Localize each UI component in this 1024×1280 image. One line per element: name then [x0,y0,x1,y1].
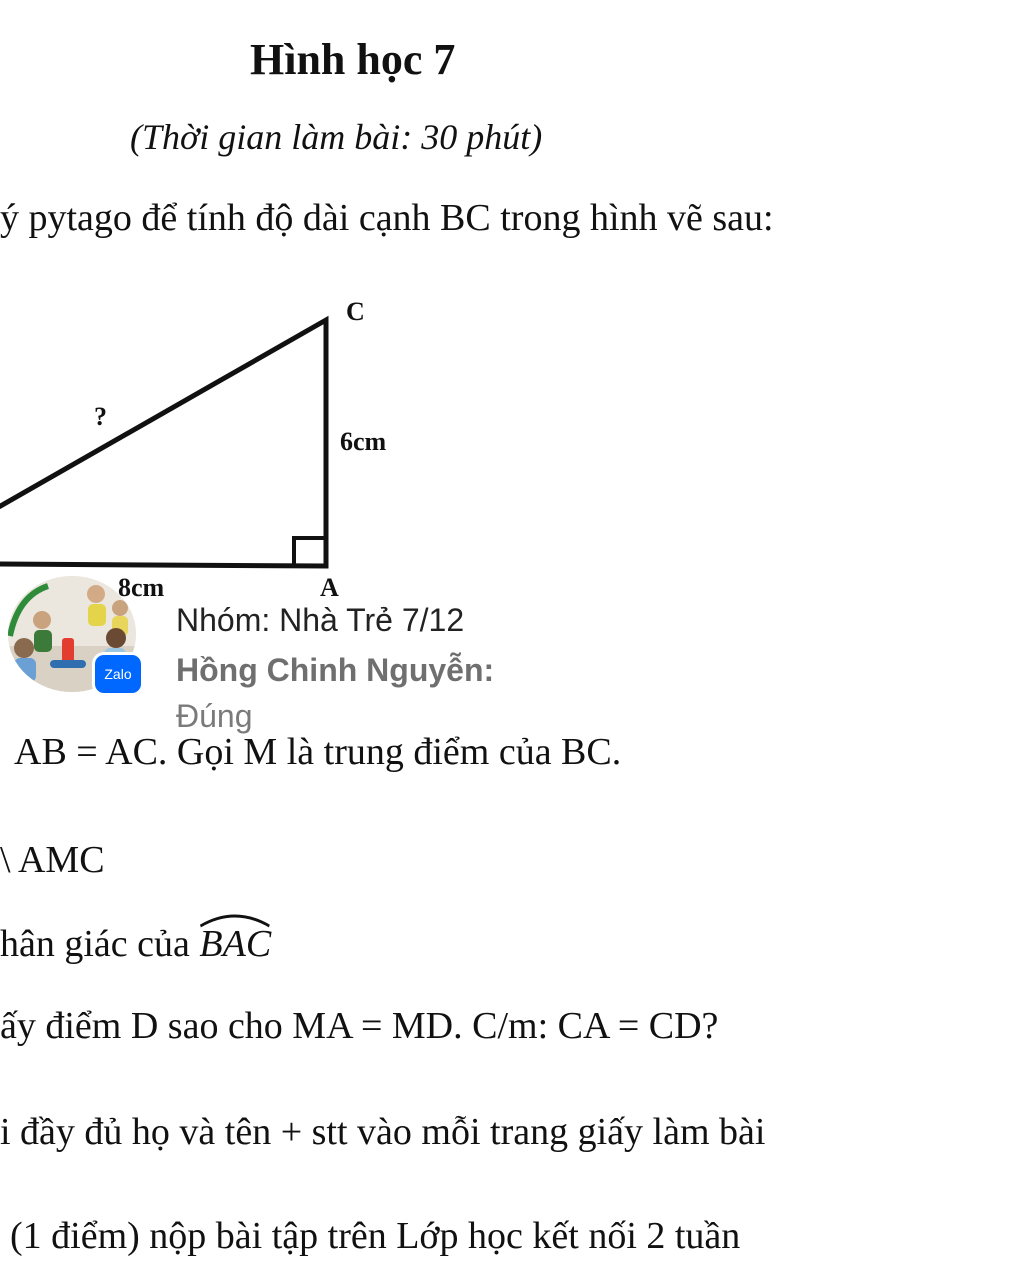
instruction-line-1: i đầy đủ họ và tên + stt vào mỗi trang giấy làm bài [0,1111,766,1153]
base-label: 8cm [118,573,165,600]
question-3-text: \ AMC [0,839,105,881]
triangle-figure [0,290,420,600]
instruction-line-2: (1 điểm) nộp bài tập trên Lớp học kết nối 2 tuần [10,1215,741,1257]
side-ac-label: 6cm [340,427,387,456]
right-angle-marker [294,538,326,566]
question-2-equality: AB = AC [14,731,158,773]
question-1-text: ý pytago để tính độ dài cạnh BC trong hình vẽ sau: [0,197,774,239]
question-2-rest: . Gọi M là trung điểm của BC. [157,731,622,773]
page-title: Hình học 7 [250,35,456,84]
time-note: (Thời gian làm bài: 30 phút) [130,117,543,157]
notification-group-name: Nhóm: Nhà Trẻ 7/12 [176,602,465,638]
question-5-text: ấy điểm D sao cho MA = MD. C/m: CA = CD? [0,1005,719,1047]
notification-sender: Hồng Chinh Nguyễn: [176,652,495,688]
question-2-text [14,730,621,774]
hypotenuse-label: ? [94,402,107,431]
question-4-text [0,922,271,966]
angle-notation [199,922,271,966]
angle-name: BAC [199,923,272,965]
vertex-c-label: C [346,297,365,326]
notification-message: Đúng [176,698,253,734]
angle-hat-icon [199,912,271,928]
question-4-label: hân giác của [0,923,200,965]
chat-notification[interactable] [0,576,560,736]
zalo-app-icon: Zalo [92,652,144,696]
vertex-a-label: A [320,573,339,600]
triangle-shape [0,320,326,566]
